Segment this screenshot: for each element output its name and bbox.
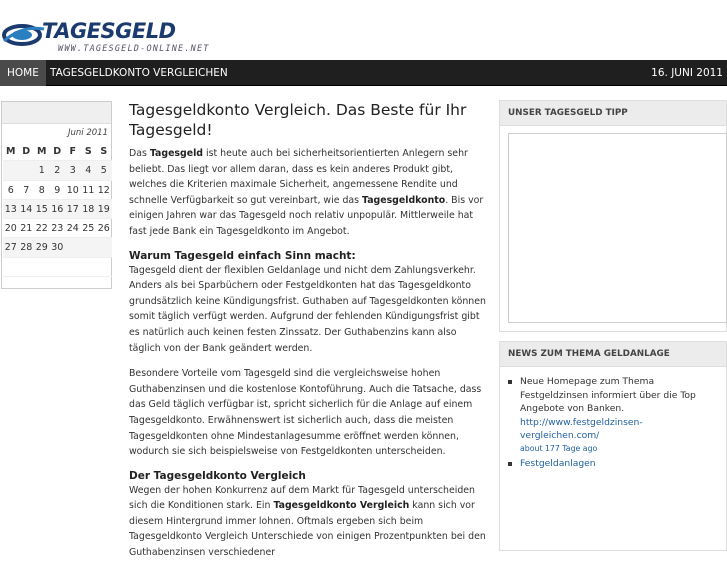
vergleich-bold: Tagesgeldkonto Vergleich [273, 500, 410, 512]
day-cell: 10 [66, 184, 79, 196]
day-cell: 5 [100, 165, 107, 177]
nav-tagesgeldkonto-vergleichen[interactable]: TAGESGELDKONTO VERGLEICHEN [50, 67, 228, 79]
day-cell: 23 [51, 223, 64, 235]
page-title: Tagesgeldkonto Vergleich. Das Beste für Ihr Tagesgeld! [129, 101, 467, 139]
news-item-link[interactable]: Festgeldanlagen [520, 457, 596, 469]
logo-url: WWW.TAGESGELD-ONLINE.NET [58, 44, 210, 54]
weekday-cell: S [100, 146, 108, 157]
day-cell: 11 [82, 184, 95, 196]
calendar-week-row [3, 238, 112, 257]
news-list [500, 367, 726, 470]
tagesgeld-tipp-widget [499, 100, 727, 332]
day-cell: 6 [7, 184, 14, 196]
day-cell [81, 238, 97, 256]
news-item [508, 457, 718, 471]
day-cell: 4 [85, 165, 92, 177]
day-cell [19, 258, 35, 276]
day-cell: 26 [97, 223, 110, 235]
news-item-timestamp[interactable]: about 177 Tage ago [520, 443, 598, 453]
day-cell [3, 161, 19, 179]
day-cell: 21 [20, 223, 33, 235]
intro-text-d: . Bis vor einigen Jahren war das Tagesgeld noch relativ unpopulär. Mittlerweile hat fast jede Bank ein Tagesgeldkonto im Angebot. [129, 194, 484, 237]
nav-home[interactable]: HOME [0, 60, 46, 86]
day-cell: 12 [97, 184, 110, 196]
news-item-link[interactable]: http://www.festgeldzinsen-vergleichen.com/ [520, 416, 643, 441]
paragraph-vergleich [129, 483, 487, 561]
news-item [508, 375, 718, 455]
calendar-week-row [3, 258, 112, 277]
calendar-caption: Juni 2011 [68, 128, 108, 138]
section-heading-warum: Warum Tagesgeld einfach Sinn macht: [129, 249, 356, 262]
day-cell: 29 [35, 242, 48, 254]
day-cell: 30 [51, 242, 64, 254]
current-date: 16. JUNI 2011 [651, 67, 723, 79]
day-cell: 9 [54, 184, 61, 196]
day-cell: 2 [54, 165, 61, 177]
intro-bold-tagesgeld: Tagesgeld [149, 148, 203, 159]
weekday-cell: S [84, 146, 92, 157]
day-cell: 19 [97, 203, 110, 215]
day-cell: 8 [38, 184, 45, 196]
day-cell: 3 [69, 165, 76, 177]
news-item-text: Neue Homepage zum Thema Festgeldzinsen informiert über die Top Angebote von Banken. [520, 376, 696, 414]
intro-text-c: ist heute auch bei sicherheitsorientierten Anlegern sehr beliebt. Das liegt vor allem daran, dass es kein anderes Produkt gibt, welches die Kriterien maximale Sicherheit, angemessene Rendite und schnelle Verfügbarkeit so gut vereinbart, wie das [129, 148, 468, 206]
day-cell: 27 [4, 242, 17, 254]
day-cell: 20 [4, 223, 17, 235]
tipp-content-box [508, 133, 727, 323]
day-cell: 16 [51, 203, 64, 215]
day-cell [96, 258, 112, 276]
day-cell: 13 [4, 203, 17, 215]
calendar-week-row [3, 200, 112, 219]
calendar-week-row [3, 219, 112, 238]
day-cell: 15 [35, 203, 48, 215]
weekday-cell: M [6, 146, 16, 157]
day-cell [19, 161, 35, 179]
weekday-cell: F [69, 146, 76, 157]
main-navigation [0, 60, 727, 86]
news-widget-title: NEWS ZUM THEMA GELDANLAGE [500, 342, 726, 367]
weekday-cell: M [37, 146, 47, 157]
day-cell [3, 258, 19, 276]
day-cell [50, 258, 66, 276]
vergleich-text-c: kann sich vor diesem Hintergrund immer lohnen. Oftmals ergeben sich beim Tagesgeldkonto Vergleich Unterschiede von einigen Prozentpunkten bei den Guthabenzinsen verschiedener [129, 500, 486, 559]
vergleich-text-a: Wegen der hohen Konkurrenz auf dem Markt für Tagesgeld unterscheiden sich die Konditionen stark. Ein [129, 484, 475, 512]
day-cell [81, 258, 97, 276]
calendar-week-row [3, 161, 112, 180]
paragraph-vorteile: Besondere Vorteile vom Tagesgeld sind die vergleichsweise hohen Guthabenzinsen und die kostenlose Kontoführung. Auch die Tatsache, dass das Geld täglich verfügbar ist, spricht sicherlich für die Anlage auf einem Tagesgeldkonto. Erwähnenswert ist sicherlich auch, dass die meisten Tagesgeldkonten ohne Mindestanlagesumme eröffnet werden können, wodurch sie sich beispielsweise von Festgeldkonten unterscheiden. [129, 368, 482, 458]
weekday-cell: D [22, 146, 31, 157]
day-cell: 18 [82, 203, 95, 215]
intro-text-a: Das [129, 148, 150, 159]
day-cell: 24 [66, 223, 79, 235]
day-cell [65, 238, 81, 256]
day-cell: 1 [38, 165, 45, 177]
bullet-icon [508, 462, 512, 466]
day-cell: 17 [66, 203, 79, 215]
paragraph-warum: Tagesgeld dient der flexiblen Geldanlage und nicht dem Zahlungsverkehr. Anders als bei Sparbüchern oder Festgeldkonten hat das Tagesgeldkonto grundsätzlich keine Kündigungsfrist. Guthaben auf Tagesgeldkonten können somit täglich verfügt werden. Aufgrund der fehlenden Kündigungsfrist gibt es natürlich auch keinen festen Zinssatz. Der Guthabenzins kann also täglich von der Bank geändert werden. [129, 264, 486, 354]
intro-bold-tagesgeldkonto: Tagesgeldkonto [362, 194, 446, 206]
calendar-week-row [3, 181, 112, 200]
intro-paragraph [129, 146, 487, 240]
calendar-widget [1, 101, 112, 289]
section-heading-vergleich: Der Tagesgeldkonto Vergleich [129, 469, 306, 482]
logo-text: TAGESGELD [42, 19, 176, 43]
calendar-weekday-row [3, 142, 112, 161]
day-cell: 25 [82, 223, 95, 235]
day-cell: 22 [35, 223, 48, 235]
tipp-widget-title: UNSER TAGESGELD TIPP [500, 101, 726, 126]
day-cell [34, 258, 50, 276]
weekday-cell: D [53, 146, 62, 157]
bullet-icon [508, 380, 512, 384]
calendar-header-bar [2, 102, 111, 124]
site-logo[interactable] [2, 17, 222, 57]
logo-swoosh-icon [2, 21, 46, 47]
day-cell [96, 238, 112, 256]
news-widget [499, 341, 727, 551]
calendar-grid [3, 142, 112, 277]
day-cell: 14 [20, 203, 33, 215]
day-cell: 28 [20, 242, 33, 254]
day-cell [65, 258, 81, 276]
day-cell: 7 [23, 184, 30, 196]
main-content [129, 100, 487, 561]
